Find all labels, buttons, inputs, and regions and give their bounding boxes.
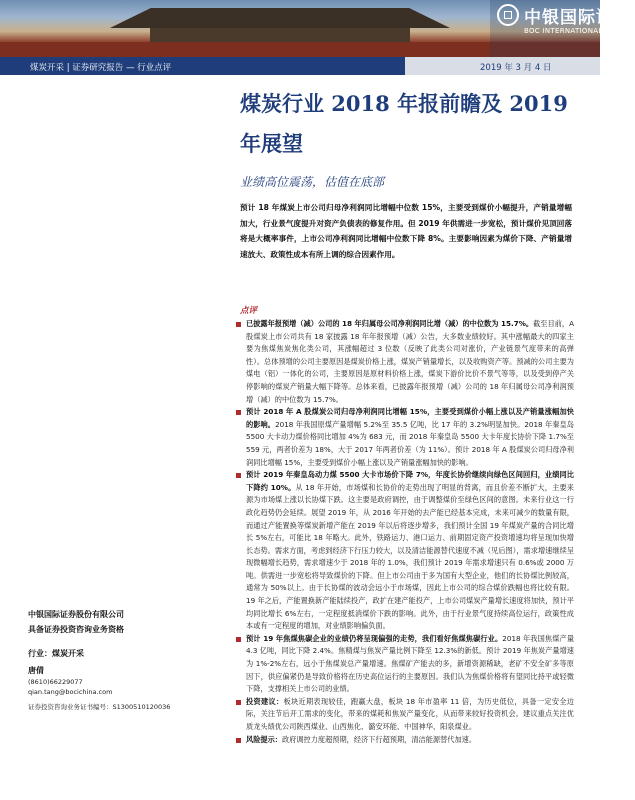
analyst-name: 唐倩 <box>28 666 44 675</box>
bullet-text: 2018 年我国焦煤产量 4.3 亿吨，同比下降 2.4%。焦精煤与焦炭产量比例下降至 12.3%的新低。预计 2019 年焦炭产量增速为 1%-2%左右，远小于焦煤炭总产量增速。焦煤矿产能去的多，新增资源稀缺，老矿不安全矿多等原因下，供应偏紧仍是导致价格将在历史高位运行的主要原因。我们认为焦煤价格将有望同比持平或轻微下降，支撑相关上市公司的业绩。 <box>246 633 575 694</box>
bullet-text: 板块近期表现较佳，跑赢大盘，板块 18 年市盈率 11 倍，为历史低位，具备一定安全边际，关注节后开工需求的变化，带来的煤耗和焦炭产量变化，从而带来较好投资机会。建议重点关注优质龙头绩优公司陕西煤业、山西焦化、潞安环能、中国神华、阳泉煤业。 <box>246 696 574 731</box>
bullet-item <box>236 406 574 469</box>
analyst-sector: 行业：煤炭开采 <box>28 649 84 658</box>
summary-paragraph: 预计 18 年煤炭上市公司归母净利润同比增幅中位数 15%，主要受到煤价小幅提升，产销量增幅加大，行业景气度提升对资产负债表的修复作用。但 2019 年供需进一步宽松，预计煤价见顶回落将是大概率事件，上市公司净利润同比增幅中位数下降 8%。主要影响因素为煤价下降、产销量增速放大、政策性成本有所上调的综合因素作用。 <box>240 203 572 259</box>
company-qualification: 具备证券投资咨询业务资格 <box>28 625 124 634</box>
company-name: 中银国际证券股份有限公司 <box>28 610 124 619</box>
bullet-item <box>236 469 574 633</box>
logo-cn-text: 中银国际证券 <box>524 8 632 28</box>
analyst-phone: (8610)66229077 <box>28 678 83 686</box>
bullet-text: 截至目前，A 股煤炭上市公司共有 18 家披露 18 年年报预增（减）公告，大多数业绩较好。其中涨幅最大的四家主要为焦煤焦炭焦化类公司，其涨幅超过 3 位数（反映了此类公司对涨价，产业链景气度带来的高弹性）。总体预增的公司主要原因是煤炭价格上涨，煤炭产销量增长，以及收购资产等。预减的公司主要为煤电（铝）一体化的公司，主要原因是原材料价格上涨，煤炭下游价比价不景气等等，以及受到停产关停影响的煤炭产销量大幅下降等。总体来看，已披露年报预增（减）公司的 18 年归属母公司净利润预增（减）的中位数为 15.7%。 <box>246 319 575 404</box>
logo-en-text: BOC INTERNATIONAL (CHINA) <box>524 27 635 35</box>
bullet-lead: 预计 2019 年秦皇岛动力煤 5500 大卡市场价下降 7%，年度长协价继续向绿色区间回归，业绩同比下降约 10%。 <box>246 470 574 492</box>
report-title: 煤炭行业 2018 年报前瞻及 2019 年展望 <box>240 91 568 156</box>
bullet-lead: 风险提示： <box>246 734 282 744</box>
analyst-certificate: 证券投资咨询业务证书编号：S1300510120036 <box>28 703 171 711</box>
breadcrumb: 煤炭开采 | 证券研究报告 — 行业点评 <box>30 63 172 73</box>
analyst-email-link[interactable]: qian.tang@bocichina.com <box>28 688 113 696</box>
bullet-text: 政府调控力度超预期，经济下行超预期，清洁能源替代加速。 <box>281 734 477 744</box>
header-banner-image <box>0 0 635 57</box>
bullet-text: 从 18 年开始，市场煤和长协价的走势出现了明显的背离，而且价差不断扩大，主要来源为市场煤上涨以长协煤下跌。这主要是政府调控，由于调整煤价至绿色区间的意图。未来行业这一行政化趋势仍会延续。展望 2019 年，从 2016 年开始的去产能已经基本完成，未来可减少的数量有限，而通过产能置换等煤炭新增产能在 2019 年以后将逐步增多，我们预计全国 19 年煤炭产量的合同比增长 5%左右，可能比 18 年略大。此外，铁路运力、港口运力、前期固定资产投资增速均将呈现加快增长态势。需求方面，考虑到经济下行压力较大，以及清洁能源替代速度不减（见后图），需求增速继续呈现微幅增长趋势，需求增速少于 2018 年的 1.0%，我们预计 2019 年需求增速只有 0.6%或 2000 万吨。供需进一步宽松将导致煤价的下降。但上市公司由于多为国有大型企业，他们的长协煤比例较高，通常为 50%以上。由于长协煤的波动会远小于市场煤，因此上市公司的综合煤价跌幅也将比较有限。19 年之后，产能置换新产能陆续投产，政扩在建产能投产，上市公司煤炭产量增长速度将加快，预计平均同比增长 6%左右，一定程度抵消煤价下跌的影响。此外，由于行业景气度持续高位运行，政策性成本或有一定程度的增加，对业绩影响偏负面。 <box>246 482 574 631</box>
bullet-item <box>236 318 574 406</box>
bullet-list <box>236 318 574 746</box>
bullet-item <box>236 696 574 734</box>
report-subtitle: 业绩高位震荡，估值在底部 <box>240 175 385 189</box>
bullet-item <box>236 633 574 696</box>
bullet-lead: 已披露年报预增（减）公司的 18 年归属母公司净利润同比增（减）的中位数为 15.7%。 <box>246 319 534 328</box>
banner-eave-shape <box>150 28 410 42</box>
company-info <box>28 607 208 637</box>
bullet-text: 2018 年我国原煤产量增幅 5.2%至 35.5 亿吨，比 17 年的 3.2%明显加快。2018 年秦皇岛 5500 大卡动力煤价格同比增加 4%为 683 元，而 2018 年秦皇岛 5500 大卡年度长协价下降 1.7%至 559 元，两者价差为 18%，大于 2017 年两者价差（为 11%）。预计 2018 年 A 股煤炭公司归母净利润同比增幅 15%，主要受到煤价小幅上涨以及产销量涨幅加快的影响。 <box>246 419 574 467</box>
section-label-comment: 点评 <box>240 306 258 316</box>
report-date: 2019 年 3 月 4 日 <box>480 63 552 73</box>
bullet-lead: 预计 19 年焦煤焦碳企业的业绩仍将呈现偏强的走势，我们看好焦煤焦碳行业。 <box>246 633 503 643</box>
bullet-item <box>236 734 574 747</box>
bullet-lead: 预计 2018 年 A 股煤炭公司归母净利润同比增幅 15%，主要受到煤价小幅上涨以及产销量涨幅加快的影响。 <box>246 407 574 429</box>
boc-logo-icon <box>497 4 519 26</box>
banner-roof-shape <box>110 8 450 28</box>
bullet-lead: 投资建议： <box>246 696 284 706</box>
